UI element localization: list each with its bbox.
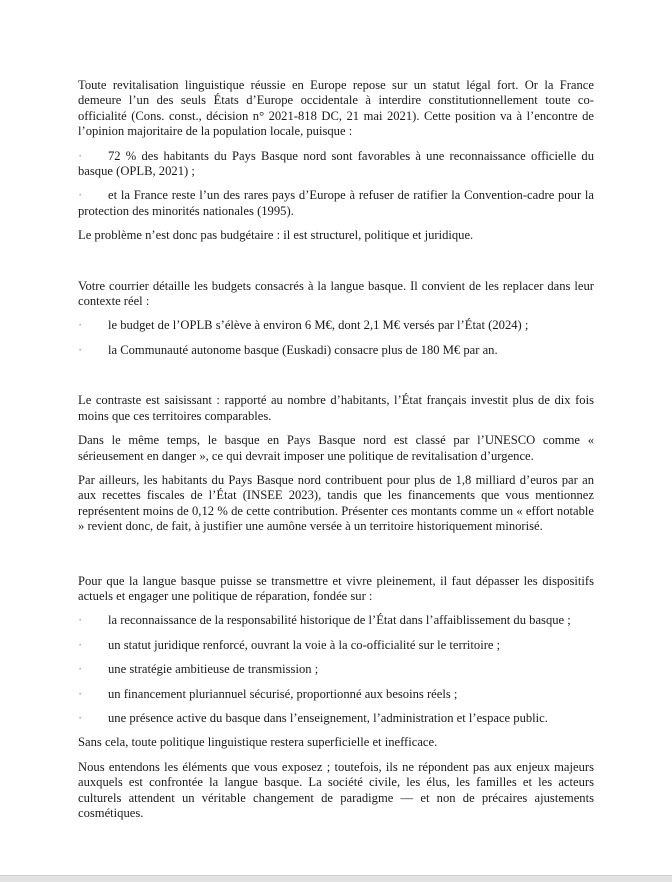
bullet-marker: · (78, 662, 83, 677)
paragraph-without-this: Sans cela, toute politique linguistique restera superficielle et inefficace. (78, 735, 438, 750)
list-item-text: une présence active du basque dans l’enseignement, l’administration et l’espace public. (108, 710, 548, 725)
paragraph-budgets-intro: Votre courrier détaille les budgets consacrés à la langue basque. Il convient de les replacer dans leur contexte réel : (78, 278, 594, 309)
list-item (78, 343, 594, 358)
list-item (78, 687, 594, 702)
list-item (78, 662, 594, 677)
paragraph-reparation-intro: Pour que la langue basque puisse se transmettre et vivre pleinement, il faut dépasser les dispositifs actuels et engager une politique de réparation, fondée sur : (78, 573, 594, 603)
bullet-marker: · (78, 613, 83, 628)
list-item-text: un statut juridique renforcé, ouvrant la voie à la co-officialité sur le territoire ; (108, 637, 501, 652)
paragraph-legal-status: Toute revitalisation linguistique réussie en Europe repose sur un statut légal fort. Or la France demeure l’un des seuls États d’Europe occidentale à interdire constitutionnellement toute co-officialité (Cons. const., décision n° 2021-818 DC, 21 mai 2021). Cette position va à l’encontre de l’opinion majoritaire de la population locale, puisque : (78, 78, 594, 139)
bullet-marker: · (78, 637, 83, 652)
list-item (78, 613, 594, 628)
list-item-text: et la France reste l’un des rares pays d’Europe à refuser de ratifier la Convention-cadre pour la protection des minorités nationales (1995). (78, 188, 594, 218)
list-item (78, 711, 594, 726)
section-spacer (78, 544, 594, 574)
paragraph-problem-conclusion: Le problème n’est donc pas budgétaire : il est structurel, politique et juridique. (78, 228, 474, 243)
bullet-marker: · (78, 710, 83, 725)
list-item (78, 638, 594, 653)
bullet-marker: · (78, 148, 83, 163)
bullet-marker: · (78, 342, 83, 357)
bullet-marker: · (78, 318, 83, 333)
list-item-text: un financement pluriannuel sécurisé, proportionné aux besoins réels ; (108, 686, 458, 701)
list-item-text: une stratégie ambitieuse de transmission ; (108, 662, 319, 677)
paragraph-fiscal-contribution: Par ailleurs, les habitants du Pays Basque nord contribuent pour plus de 1,8 milliard d’euros par an aux recettes fiscales de l’État (INSEE 2023), tandis que les financements que vous mentionnez représentent moins de 0,12 % de cette contribution. Présenter ces montants comme un « effort notable » revient donc, de fait, à justifier une aumône versée à un territoire historiquement minorisé. (78, 472, 594, 534)
bullet-marker: · (78, 188, 83, 203)
list-item (78, 149, 594, 180)
list-item (78, 188, 594, 219)
list-item (78, 318, 594, 333)
list-item-text: la reconnaissance de la responsabilité historique de l’État dans l’affaiblissement du basque ; (108, 613, 571, 628)
section-spacer (78, 253, 594, 279)
page-bottom-edge (0, 875, 672, 882)
list-item-text: 72 % des habitants du Pays Basque nord sont favorables à une reconnaissance officielle du basque (OPLB, 2021) ; (78, 148, 594, 179)
paragraph-closing: Nous entendons les éléments que vous exposez ; toutefois, ils ne répondent pas aux enjeux majeurs auxquels est confrontée la langue basque. La société civile, les élus, les familles et les acteurs culturels attendent un véritable changement de paradigme — et non de précaires ajustements cosmétiques. (78, 759, 594, 820)
bullet-marker: · (78, 686, 83, 701)
section-spacer (78, 367, 594, 393)
list-item-text: la Communauté autonome basque (Euskadi) consacre plus de 180 M€ par an. (108, 342, 498, 357)
list-item-text: le budget de l’OPLB s’élève à environ 6 M€, dont 2,1 M€ versés par l’État (2024) ; (108, 318, 529, 333)
paragraph-unesco: Dans le même temps, le basque en Pays Basque nord est classé par l’UNESCO comme « sérieusement en danger », ce qui devrait imposer une politique de revitalisation d’urgence. (78, 433, 594, 463)
paragraph-contrast: Le contraste est saisissant : rapporté au nombre d’habitants, l’État français investit plus de dix fois moins que ces territoires comparables. (78, 393, 594, 423)
document-body (78, 78, 594, 830)
